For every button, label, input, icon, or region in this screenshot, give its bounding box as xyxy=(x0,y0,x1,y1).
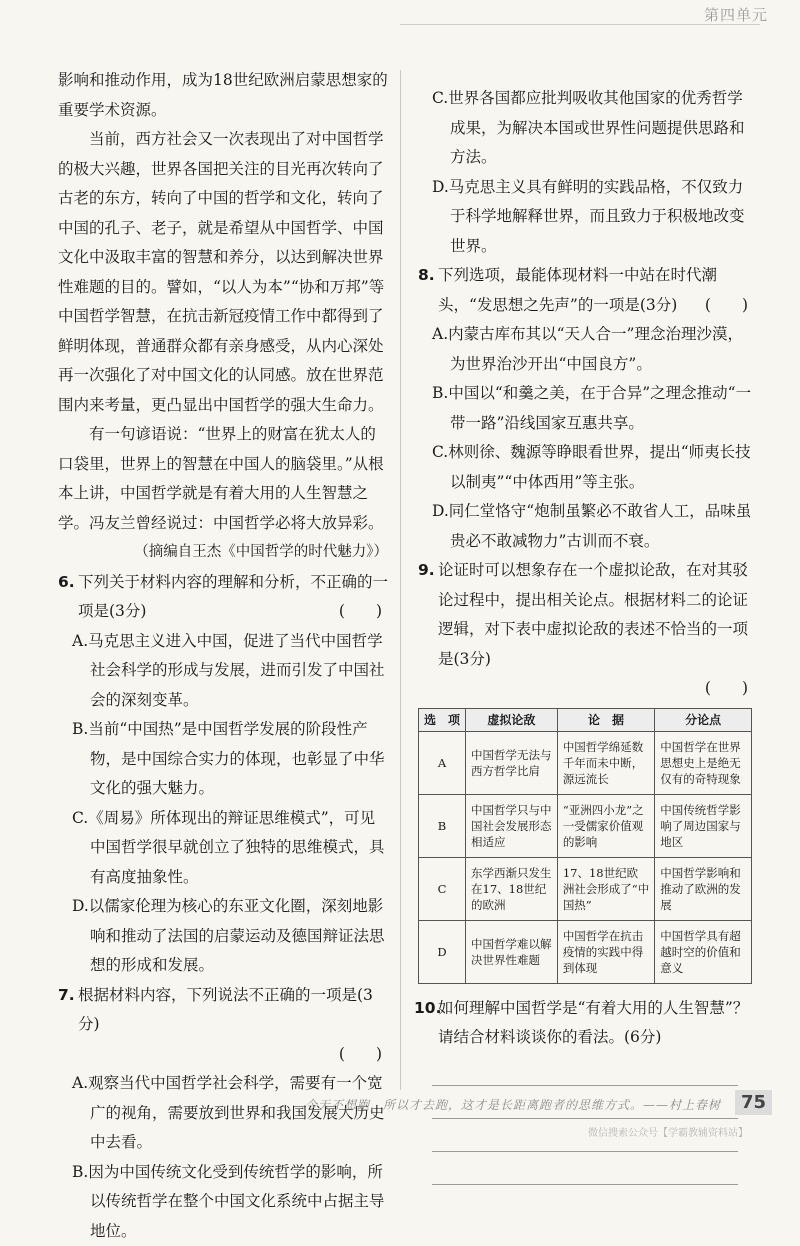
option-7d: D.马克思主义具有鲜明的实践品格，不仅致力于科学地解释世界，而且致力于积极地改变世界。 xyxy=(418,173,754,262)
watermark: 微信搜索公众号【学霸教辅资料站】 xyxy=(588,1124,748,1139)
answer-paren[interactable]: ( ) xyxy=(705,291,748,321)
column-divider xyxy=(400,70,401,1090)
table-cell: “亚洲四小龙”之一受儒家价值观的影响 xyxy=(557,794,654,857)
option-6b: B.当前“中国热”是中国哲学发展的阶段性产物，是中国综合实力的体现，也彰显了中华文化的强大魅力。 xyxy=(58,715,388,804)
table-cell: 中国哲学难以解决世界性难题 xyxy=(466,920,558,983)
option-8c: C.林则徐、魏源等睁眼看世界，提出“师夷长技以制夷”“中体西用”等主张。 xyxy=(418,438,754,497)
question-7 xyxy=(58,981,388,1040)
table-header: 论 据 xyxy=(557,708,654,731)
argument-table xyxy=(418,708,752,984)
table-cell: 中国哲学影响和推动了欧洲的发展 xyxy=(655,857,752,920)
question-8 xyxy=(418,261,754,320)
answer-paren[interactable]: ( ) xyxy=(418,674,754,704)
question-stem: 论证时可以想象存在一个虚拟论敌，在对其驳论过程中，提出相关论点。根据材料二的论证逻辑，对下表中虚拟论敌的表述不恰当的一项是(3分) xyxy=(438,561,748,668)
option-7c: C.世界各国都应批判吸收其他国家的优秀哲学成果，为解决本国或世界性问题提供思路和方法。 xyxy=(418,84,754,173)
table-cell: D xyxy=(419,920,466,983)
question-6 xyxy=(58,568,388,627)
table-row xyxy=(419,857,752,920)
question-number: 8. xyxy=(418,261,435,291)
option-6a: A.马克思主义进入中国，促进了当代中国哲学社会科学的形成与发展，进而引发了中国社会的深刻变革。 xyxy=(58,627,388,716)
answer-paren[interactable]: ( ) xyxy=(339,597,382,627)
option-6c: C.《周易》所体现出的辩证思维模式”，可见中国哲学很早就创立了独特的思维模式，具有高度抽象性。 xyxy=(58,804,388,893)
question-number: 7. xyxy=(58,981,75,1011)
question-stem: 根据材料内容，下列说法不正确的一项是(3分) xyxy=(78,986,373,1034)
table-cell: C xyxy=(419,857,466,920)
left-column xyxy=(58,66,388,1246)
table-cell: 中国哲学在世界思想史上是绝无仅有的奇特现象 xyxy=(655,731,752,794)
question-number: 9. xyxy=(418,556,435,586)
table-cell: B xyxy=(419,794,466,857)
option-8b: B.中国以“和羹之美，在于合异”之理念推动“一带一路”沿线国家互惠共享。 xyxy=(418,379,754,438)
question-stem: 如何理解中国哲学是“有着大用的人生智慧”？请结合材料谈谈你的看法。(6分) xyxy=(438,999,748,1047)
option-8d: D.同仁堂恪守“炮制虽繁必不敢省人工，品味虽贵必不敢减物力”古训而不衰。 xyxy=(418,497,754,556)
table-cell: A xyxy=(419,731,466,794)
option-7b: B.因为中国传统文化受到传统哲学的影响，所以传统哲学在整个中国文化系统中占据主导地位。 xyxy=(58,1158,388,1246)
passage-paragraph: 当前，西方社会又一次表现出了对中国哲学的极大兴趣，世界各国把关注的目光再次转向了古老的东方，转向了中国的哲学和文化，转向了中国的孔子、老子，就是希望从中国哲学、中国文化中汲取丰富的智慧和养分，以达到解决世界性难题的目的。譬如，“以人为本”“协和万邦”等中国哲学智慧，在抗击新冠疫情工作中都得到了鲜明体现，普通群众都有亲身感受，从内心深处再一次强化了对中国文化的认同感。放在世界范围内来考量，更凸显出中国哲学的强大生命力。 xyxy=(58,125,388,420)
table-header: 分论点 xyxy=(655,708,752,731)
page-number: 75 xyxy=(735,1090,772,1115)
table-cell: 东学西渐只发生在17、18世纪的欧洲 xyxy=(466,857,558,920)
table-cell: 中国哲学具有超越时空的价值和意义 xyxy=(655,920,752,983)
option-6d: D.以儒家伦理为核心的东亚文化圈，深刻地影响和推动了法国的启蒙运动及德国辩证法思想的形成和发展。 xyxy=(58,892,388,981)
table-cell: 中国哲学在抗击疫情的实践中得到体现 xyxy=(557,920,654,983)
table-header: 选 项 xyxy=(419,708,466,731)
table-cell: 中国哲学无法与西方哲学比肩 xyxy=(466,731,558,794)
question-9 xyxy=(418,556,754,674)
table-cell: 中国传统哲学影响了周边国家与地区 xyxy=(655,794,752,857)
footer-quote: 今天不想跑，所以才去跑，这才是长距离跑者的思维方式。——村上春树 xyxy=(305,1096,721,1113)
table-header: 虚拟论敌 xyxy=(466,708,558,731)
option-7a: A.观察当代中国哲学社会科学，需要有一个宽广的视角，需要放到世界和我国发展大历史中去看。 xyxy=(58,1069,388,1158)
table-row xyxy=(419,731,752,794)
question-stem: 下列选项，最能体现材料一中站在时代潮头，“发思想之先声”的一项是(3分) xyxy=(438,266,717,314)
option-8a: A.内蒙古库布其以“天人合一”理念治理沙漠，为世界治沙开出“中国良方”。 xyxy=(418,320,754,379)
right-column xyxy=(418,84,754,1185)
answer-line[interactable] xyxy=(432,1151,738,1152)
answer-paren[interactable]: ( ) xyxy=(58,1040,388,1070)
question-stem: 下列关于材料内容的理解和分析，不正确的一项是(3分) xyxy=(78,573,388,621)
table-cell: 中国哲学只与中国社会发展形态相适应 xyxy=(466,794,558,857)
table-row xyxy=(419,794,752,857)
question-number: 10. xyxy=(414,994,441,1024)
answer-line[interactable] xyxy=(432,1118,738,1119)
unit-tag: 第四单元 xyxy=(704,4,768,25)
table-cell: 17、18世纪欧洲社会形成了“中国热” xyxy=(557,857,654,920)
answer-line[interactable] xyxy=(432,1085,738,1086)
question-number: 6. xyxy=(58,568,75,598)
question-10 xyxy=(418,994,754,1053)
passage-paragraph: 影响和推动作用，成为18世纪欧洲启蒙思想家的重要学术资源。 xyxy=(58,66,388,125)
answer-line[interactable] xyxy=(432,1184,738,1185)
table-cell: 中国哲学绵延数千年而未中断，源远流长 xyxy=(557,731,654,794)
header-rule xyxy=(400,24,760,25)
table-row xyxy=(419,920,752,983)
passage-paragraph: 有一句谚语说：“世界上的财富在犹太人的口袋里，世界上的智慧在中国人的脑袋里。”从根本上讲，中国哲学就是有着大用的人生智慧之学。冯友兰曾经说过：中国哲学必将大放异彩。 xyxy=(58,420,388,538)
passage-source: （摘编自王杰《中国哲学的时代魅力》） xyxy=(58,538,388,568)
